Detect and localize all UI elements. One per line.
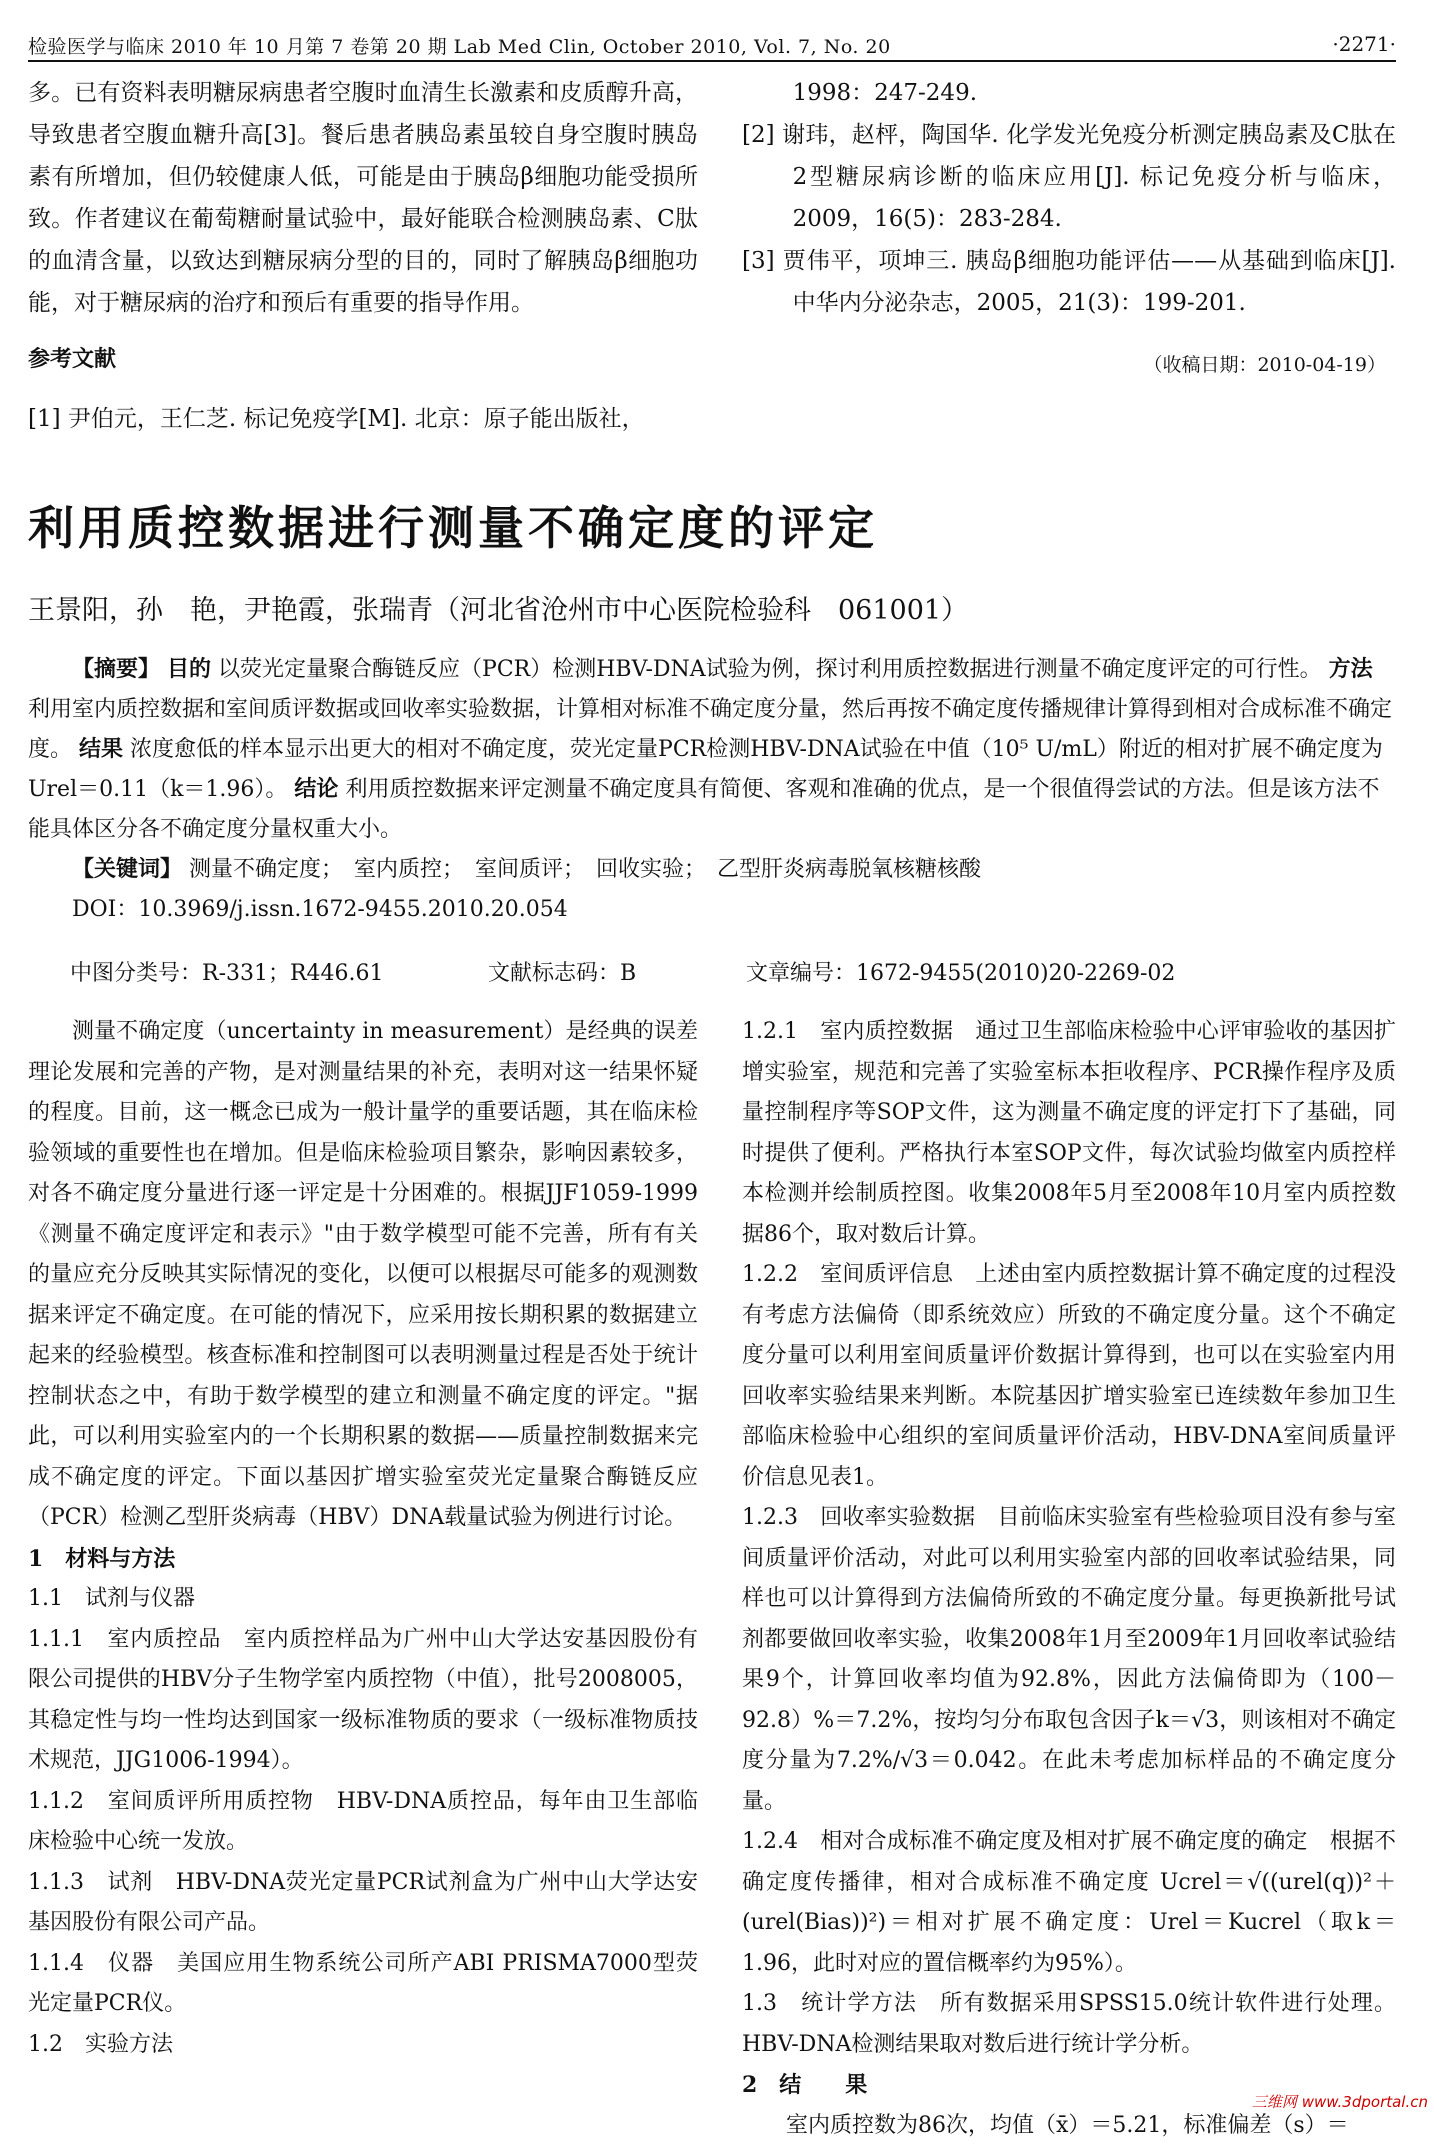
reference-1-cont: 1998：247-249. <box>742 72 1396 114</box>
method-text: 利用室内质控数据和室间质评数据或回收率实验数据，计算相对标准不确定度分量，然后再按不确定度传播规律计算得到相对合成标准不确定度。 <box>28 697 1392 762</box>
para-1-2-1: 1.2.1 室内质控数据 通过卫生部临床检验中心评审验收的基因扩增实验室，规范和完善了实验室标本拒收程序、PCR操作程序及质量控制程序等SOP文件，这为测量不确定度的评定打下了基础，同时提供了便利。严格执行本室SOP文件，每次试验均做室内质控样本检测并绘制质控图。收集2008年5月至2008年10月室内质控数据86个，取对数后计算。 <box>742 1012 1396 1255</box>
para-1-1-2: 1.1.2 室间质评所用质控物 HBV-DNA质控品，每年由卫生部临床检验中心统一发放。 <box>28 1782 698 1863</box>
journal-header: 检验医学与临床 2010 年 10 月第 7 卷第 20 期 Lab Med Clin, October 2010, Vol. 7, No. 20 <box>28 32 891 59</box>
conclusion-label: 结论 <box>294 777 338 802</box>
para-1-1-4: 1.1.4 仪器 美国应用生物系统公司所产ABI PRISMA7000型荧光定量PCR仪。 <box>28 1944 698 2025</box>
abstract <box>28 650 1396 930</box>
received-date: （收稿日期：2010-04-19） <box>1143 350 1386 377</box>
aim-text: 以荧光定量聚合酶链反应（PCR）检测HBV-DNA试验为例，探讨利用质控数据进行测量不确定度评定的可行性。 <box>218 657 1322 682</box>
section-1-heading: 1 材料与方法 <box>28 1539 698 1580</box>
body-right-column <box>742 1012 1396 2146</box>
prev-article-left <box>28 72 698 440</box>
result-label: 结果 <box>79 737 123 762</box>
clc-number: 中图分类号：R-331；R446.61 <box>70 956 384 987</box>
doi: DOI：10.3969/j.issn.1672-9455.2010.20.054 <box>28 890 1396 930</box>
intro-paragraph: 测量不确定度（uncertainty in measurement）是经典的误差理论发展和完善的产物，是对测量结果的补充，表明对这一结果怀疑的程度。目前，这一概念已成为一般计量学的重要话题，其在临床检验领域的重要性也在增加。但是临床检验项目繁杂，影响因素较多，对各不确定度分量进行逐一评定是十分困难的。根据JJF1059-1999《测量不确定度评定和表示》"由于数学模型可能不完善，所有有关的量应充分反映其实际情况的变化，以便可以根据尽可能多的观测数据来评定不确定度。在可能的情况下，应采用按长期积累的数据建立起来的经验模型。核查标准和控制图可以表明测量过程是否处于统计控制状态之中，有助于数学模型的建立和测量不确定度的评定。"据此，可以利用实验室内的一个长期积累的数据——质量控制数据来完成不确定度的评定。下面以基因扩增实验室荧光定量聚合酶链反应（PCR）检测乙型肝炎病毒（HBV）DNA载量试验为例进行讨论。 <box>28 1012 698 1539</box>
keywords: 测量不确定度； 室内质控； 室间质评； 回收实验； 乙型肝炎病毒脱氧核糖核酸 <box>189 857 981 882</box>
document-code: 文献标志码：B <box>488 956 636 987</box>
article-title: 利用质控数据进行测量不确定度的评定 <box>28 492 878 558</box>
page-number: ·2271· <box>1332 32 1396 56</box>
reference-2: [2] 谢玮，赵枰，陶国华. 化学发光免疫分析测定胰岛素及C肽在2型糖尿病诊断的临床应用[J]. 标记免疫分析与临床，2009，16(5)：283-284. <box>742 114 1396 240</box>
conclusion-text: 利用质控数据来评定测量不确定度具有简便、客观和准确的优点，是一个很值得尝试的方法。但是该方法不能具体区分各不确定度分量权重大小。 <box>28 777 1379 842</box>
section-1-2-heading: 1.2 实验方法 <box>28 2025 698 2066</box>
references-heading: 参考文献 <box>28 338 698 380</box>
article-number: 文章编号：1672-9455(2010)20-2269-02 <box>746 956 1175 987</box>
prev-article-right <box>742 72 1396 324</box>
para-1-3: 1.3 统计学方法 所有数据采用SPSS15.0统计软件进行处理。HBV-DNA检测结果取对数后进行统计学分析。 <box>742 1984 1396 2065</box>
para-1-1-3: 1.1.3 试剂 HBV-DNA荧光定量PCR试剂盒为广州中山大学达安基因股份有限公司产品。 <box>28 1863 698 1944</box>
watermark: 三维网 www.3dportal.cn <box>1252 2091 1428 2112</box>
section-1-1-heading: 1.1 试剂与仪器 <box>28 1579 698 1620</box>
reference-3: [3] 贾伟平，项坤三. 胰岛β细胞功能评估——从基础到临床[J]. 中华内分泌杂志，2005，21(3)：199-201. <box>742 240 1396 324</box>
reference-1: [1] 尹伯元，王仁芝. 标记免疫学[M]. 北京：原子能出版社， <box>28 398 698 440</box>
para-1-2-4: 1.2.4 相对合成标准不确定度及相对扩展不确定度的确定 根据不确定度传播律，相对合成标准不确定度 Ucrel＝√((urel(q))²＋(urel(Bias))²)＝相对扩展不确定度：Urel＝Kucrel（取k＝1.96，此时对应的置信概率约为95%）。 <box>742 1822 1396 1984</box>
prev-article-body: 多。已有资料表明糖尿病患者空腹时血清生长激素和皮质醇升高，导致患者空腹血糖升高[3]。餐后患者胰岛素虽较自身空腹时胰岛素有所增加，但仍较健康人低，可能是由于胰岛β细胞功能受损所致。作者建议在葡萄糖耐量试验中，最好能联合检测胰岛素、C肽的血清含量，以致达到糖尿病分型的目的，同时了解胰岛β细胞功能，对于糖尿病的治疗和预后有重要的指导作用。 <box>28 72 698 324</box>
results-paragraph: 室内质控数为86次，均值（x̄）＝5.21，标准偏差（s）＝ <box>742 2106 1396 2146</box>
result-text: 浓度愈低的样本显示出更大的相对不确定度，荧光定量PCR检测HBV-DNA试验在中值（10⁵ U/mL）附近的相对扩展不确定度为 Urel＝0.11（k＝1.96）。 <box>28 737 1383 802</box>
aim-label: 目的 <box>167 657 211 682</box>
para-1-2-3: 1.2.3 回收率实验数据 目前临床实验室有些检验项目没有参与室间质量评价活动，对此可以利用实验室内部的回收率试验结果，同样也可以计算得到方法偏倚所致的不确定度分量。每更换新批号试剂都要做回收率实验，收集2008年1月至2009年1月回收率试验结果9个，计算回收率均值为92.8%，因此方法偏倚即为（100－92.8）%＝7.2%，按均匀分布取包含因子k＝√3，则该相对不确定度分量为7.2%/√3＝0.042。在此未考虑加标样品的不确定度分量。 <box>742 1498 1396 1822</box>
keywords-label: 【关键词】 <box>72 857 182 882</box>
method-label: 方法 <box>1329 657 1373 682</box>
header-rule <box>28 60 1396 62</box>
para-1-1-1: 1.1.1 室内质控品 室内质控样品为广州中山大学达安基因股份有限公司提供的HBV分子生物学室内质控物（中值），批号2008005，其稳定性与均一性均达到国家一级标准物质的要求（一级标准物质技术规范，JJG1006-1994）。 <box>28 1620 698 1782</box>
abstract-label: 【摘要】 <box>72 657 160 682</box>
section-2-heading: 2 结 果 <box>742 2065 1396 2106</box>
para-1-2-2: 1.2.2 室间质评信息 上述由室内质控数据计算不确定度的过程没有考虑方法偏倚（即系统效应）所致的不确定度分量。这个不确定度分量可以利用室间质量评价数据计算得到，也可以在实验室内用回收率实验结果来判断。本院基因扩增实验室已连续数年参加卫生部临床检验中心组织的室间质量评价活动，HBV-DNA室间质量评价信息见表1。 <box>742 1255 1396 1498</box>
article-authors: 王景阳，孙 艳，尹艳霞，张瑞青（河北省沧州市中心医院检验科 061001） <box>28 588 968 627</box>
body-left-column <box>28 1012 698 2065</box>
